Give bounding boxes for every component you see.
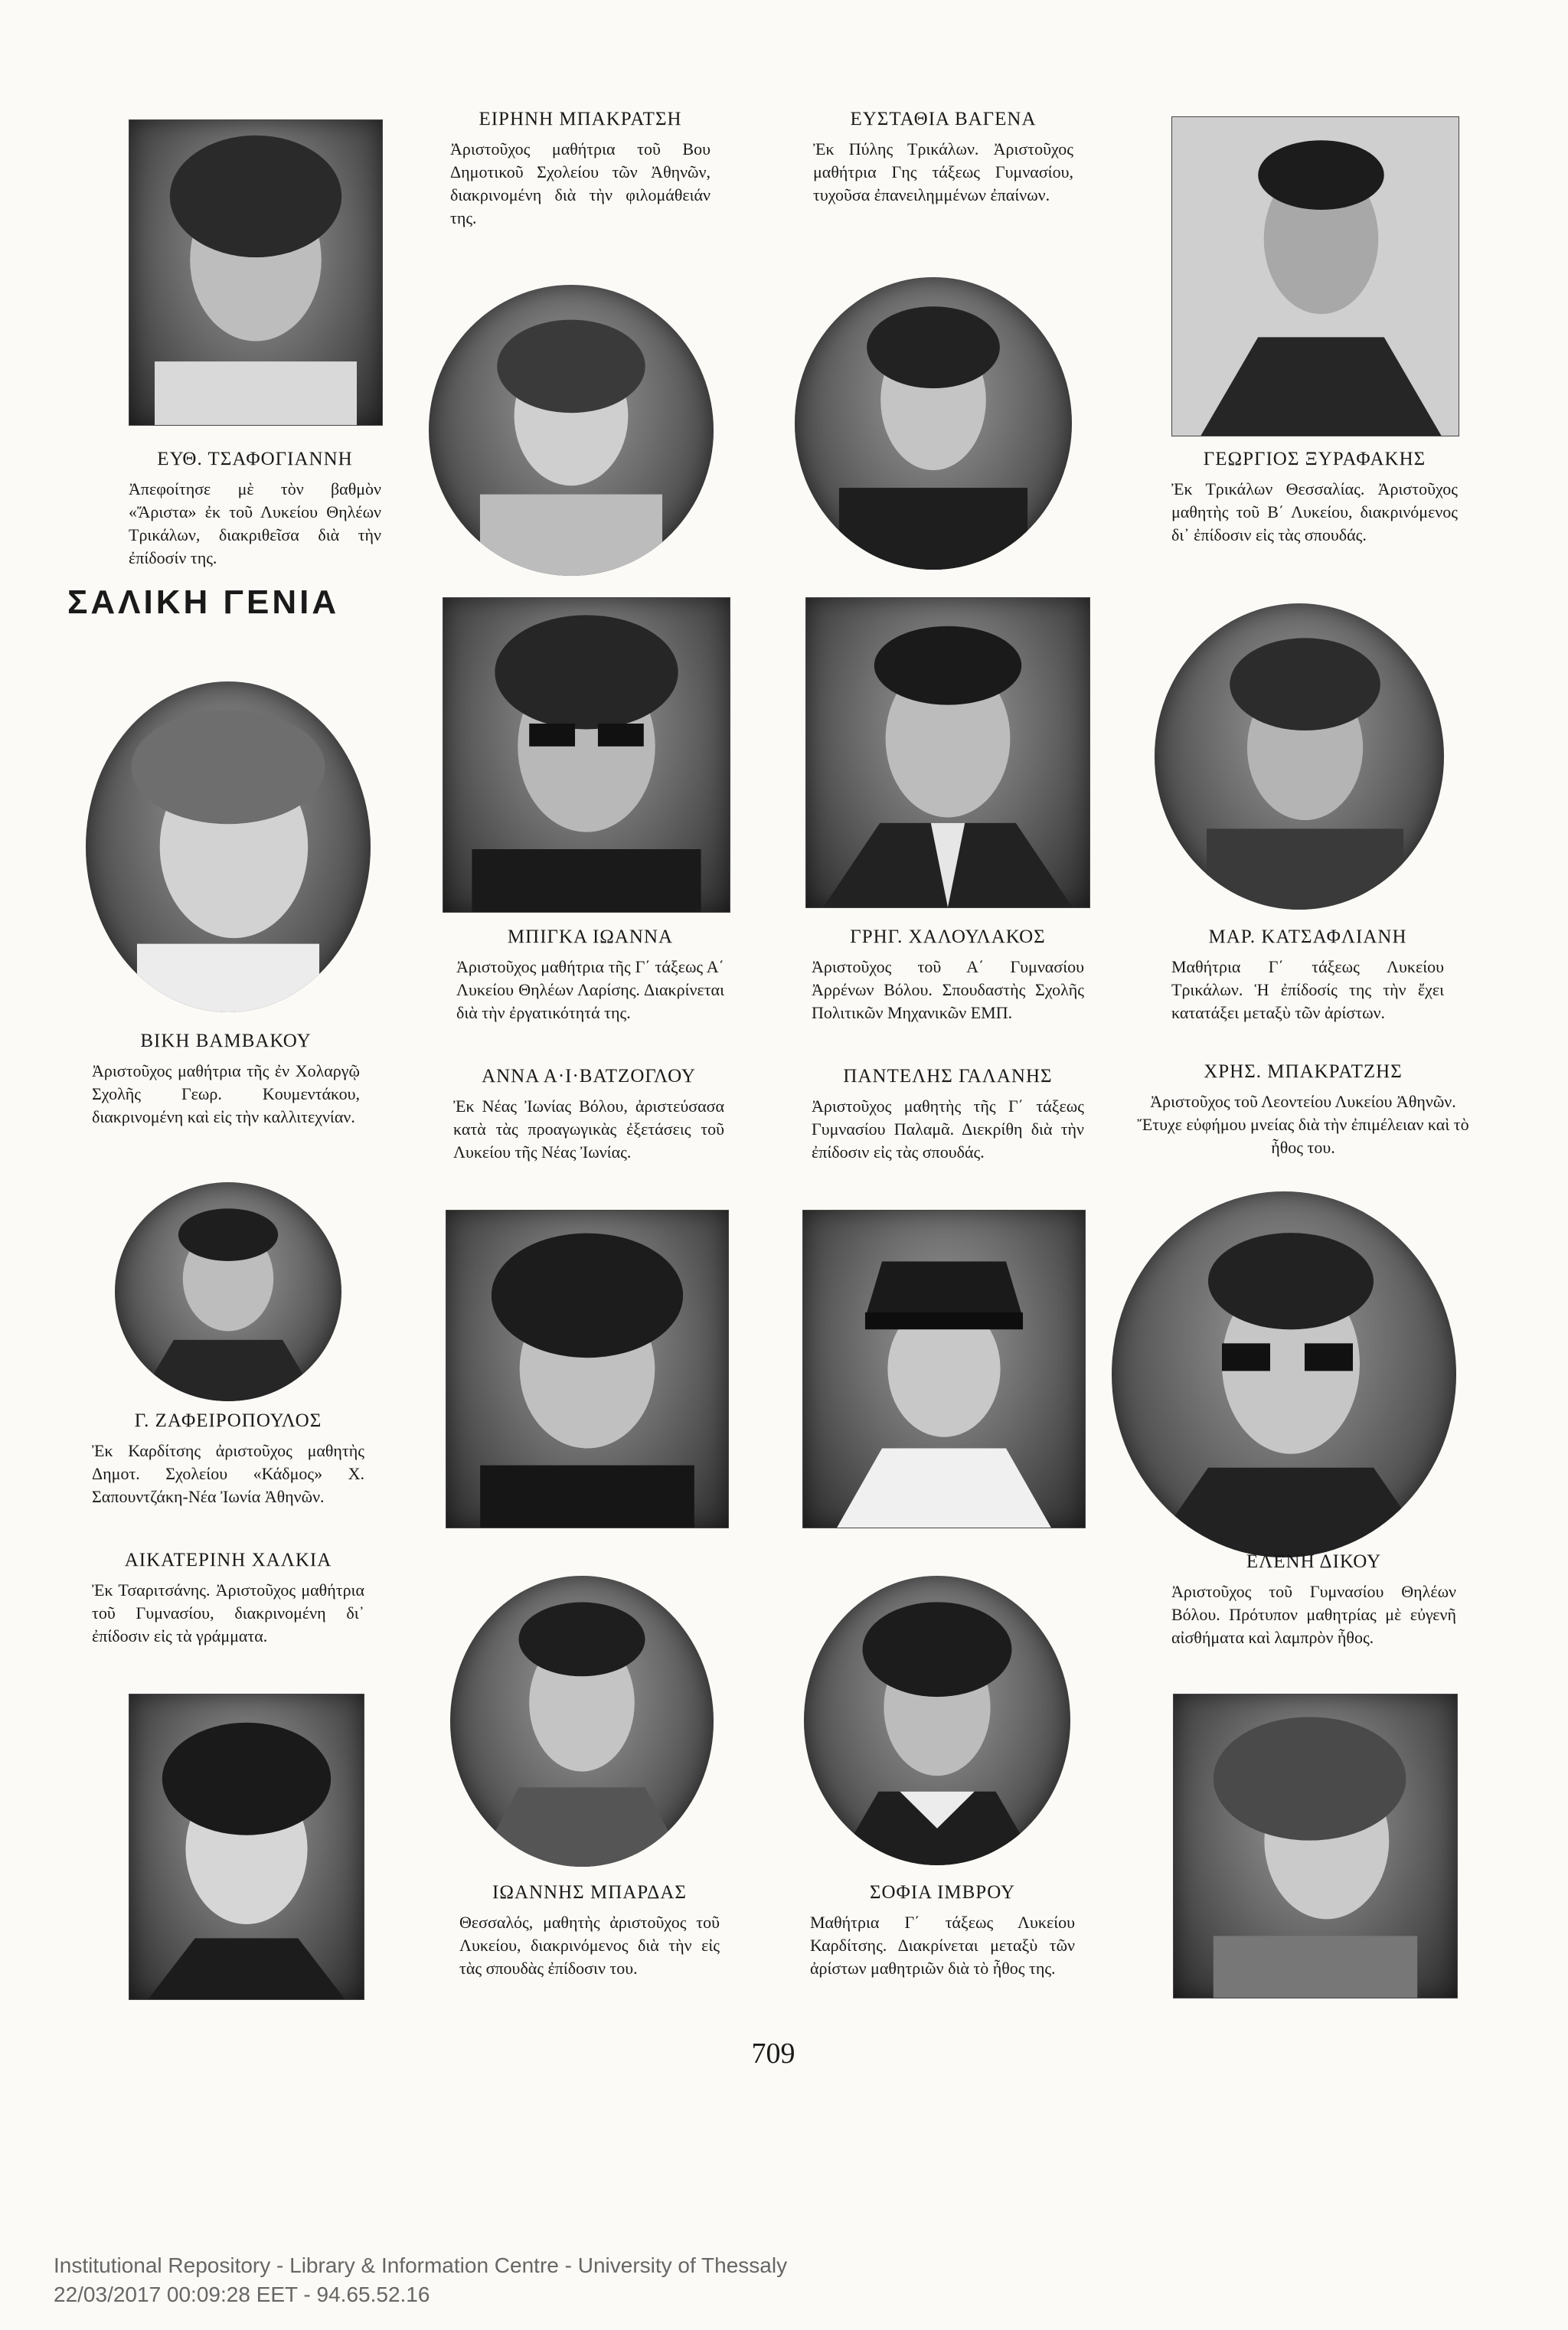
entry-text: Ἐκ Τρικάλων Θεσσαλίας. Ἀριστοῦχος μαθητὴς τοῦ Β΄ Λυκείου, διακρινόμενος δι᾽ ἐπίδοσιν εἰς τὰς σπουδάς. xyxy=(1171,479,1458,544)
portrait-aivatzoglou xyxy=(446,1210,729,1528)
entry-name: ΕΙΡΗΝΗ ΜΠΑΚΡΑΤΣΗ xyxy=(479,109,682,129)
entry-text: Ἐκ Καρδίτσης ἀριστοῦχος μαθητὴς Δημοτ. Σχολείου «Κάδμος» Χ. Σαπουντζάκη-Νέα Ἰωνία Ἀθηνῶν. xyxy=(92,1441,364,1506)
entry-name: ΠΑΝΤΕΛΗΣ ΓΑΛΑΝΗΣ xyxy=(843,1066,1053,1087)
entry-galanis xyxy=(812,1066,1084,1164)
entry-name: Γ. ΖΑΦΕΙΡΟΠΟΥΛΟΣ xyxy=(134,1410,322,1431)
entry-aivatzoglou xyxy=(453,1066,724,1164)
portrait-mpakratsi xyxy=(429,285,714,576)
entry-name: ΕΛΕΝΗ ΔΙΚΟΥ xyxy=(1246,1551,1382,1572)
footer-line-1: Institutional Repository - Library & Information Centre - University of Thessaly xyxy=(54,2253,788,2277)
entry-name: ΕΥΣΤΑΘΙΑ ΒΑΓΕΝΑ xyxy=(850,109,1037,129)
portrait-katsafliani xyxy=(1155,603,1444,910)
entry-mpakratsi xyxy=(450,109,710,230)
entry-text: Ἐκ Νέας Ἰωνίας Βόλου, ἀριστεύσασα κατὰ τὰς προαγωγικὰς ἐξετάσεις τοῦ Λυκείου τῆς Νέας Ἰωνίας. xyxy=(453,1096,724,1162)
portrait-mpardas xyxy=(450,1576,714,1867)
entry-text: Ἐκ Πύλης Τρικάλων. Ἀριστοῦχος μαθήτρια Γης τάξεως Γυμνασίου, τυχοῦσα ἐπανειλημμένων ἐπαίνων. xyxy=(813,139,1073,204)
entry-text: Μαθήτρια Γ΄ τάξεως Λυκείου Καρδίτσης. Διακρίνεται μεταξὺ τῶν ἀρίστων μαθητριῶν διὰ τὸ ἦθος της. xyxy=(810,1913,1075,1978)
entry-dikou xyxy=(1171,1551,1456,1649)
portrait-xyrafakis xyxy=(1171,116,1459,436)
entry-name: ΜΑΡ. ΚΑΤΣΑΦΛΙΑΝΗ xyxy=(1208,926,1407,947)
entry-mpakratzis xyxy=(1127,1061,1479,1159)
entry-mpigka xyxy=(456,926,724,1024)
entry-vagena xyxy=(813,109,1073,207)
section-title: ΣΑΛΙΚΗ ΓΕΝΙΑ xyxy=(67,583,340,621)
entry-text: Ἐκ Τσαριτσάνης. Ἀριστοῦχος μαθήτρια τοῦ Γυμνασίου, διακρινομένη δι᾽ ἐπίδοσιν εἰς τὰ γράμματα. xyxy=(92,1580,364,1645)
entry-imvrou xyxy=(810,1882,1075,1980)
entry-name: ΜΠΙΓΚΑ ΙΩΑΝΝΑ xyxy=(507,926,674,947)
portrait-dikou xyxy=(1173,1694,1458,1998)
repository-footer xyxy=(54,2251,787,2309)
entry-text: Ἀριστοῦχος τοῦ Γυμνασίου Θηλέων Βόλου. Πρότυπον μαθητρίας μὲ εὐγενῆ αἰσθήματα καὶ λαμπρὸν ἦθος. xyxy=(1171,1582,1456,1647)
entry-text: Μαθήτρια Γ΄ τάξεως Λυκείου Τρικάλων. Ἡ ἐπίδοσίς της τὴν ἔχει κατατάξει μεταξὺ τῶν ἀρίστων. xyxy=(1171,957,1444,1022)
entry-name: ΒΙΚΗ ΒΑΜΒΑΚΟΥ xyxy=(140,1031,312,1051)
entry-text: Ἀριστοῦχος τοῦ Α΄ Γυμνασίου Ἀρρένων Βόλου. Σπουδαστὴς Σχολῆς Πολιτικῶν Μηχανικῶν ΕΜΠ. xyxy=(812,957,1084,1022)
portrait-chalkia xyxy=(129,1694,364,2000)
entry-name: ΙΩΑΝΝΗΣ ΜΠΑΡΔΑΣ xyxy=(492,1882,687,1903)
entry-text: Ἀριστοῦχος μαθήτρια τοῦ Βου Δημοτικοῦ Σχολείου τῶν Ἀθηνῶν, διακρινομένη διὰ τὴν φιλομάθειάν της. xyxy=(450,139,710,227)
entry-chalkia xyxy=(92,1550,364,1648)
portrait-vagena xyxy=(795,277,1072,570)
entry-name: ΣΟΦΙΑ ΙΜΒΡΟΥ xyxy=(869,1882,1016,1903)
entry-mpardas xyxy=(459,1882,720,1980)
footer-line-2: 22/03/2017 00:09:28 EET - 94.65.52.16 xyxy=(54,2283,430,2306)
entry-name: ΓΡΗΓ. ΧΑΛΟΥΛΑΚΟΣ xyxy=(850,926,1046,947)
entry-text: Ἀριστοῦχος μαθήτρια τῆς Γ΄ τάξεως Α΄ Λυκείου Θηλέων Λαρίσης. Διακρίνεται διὰ τὴν ἐργατικότητά της. xyxy=(456,957,724,1022)
page-number: 709 xyxy=(751,2038,795,2070)
entry-text: Ἀριστοῦχος μαθήτρια τῆς ἐν Χολαργῷ Σχολῆς Γεωρ. Κουμεντάκου, διακρινομένη καὶ εἰς τὴν καλλιτεχνίαν. xyxy=(92,1061,360,1126)
entry-katsafliani xyxy=(1171,926,1444,1024)
entry-text: Ἀπεφοίτησε μὲ τὸν βαθμὸν «Ἄριστα» ἐκ τοῦ Λυκείου Θηλέων Τρικάλων, διακριθεῖσα διὰ τὴν ἐπίδοσίν της. xyxy=(129,479,381,567)
entry-name: ΑΝΝΑ Α·Ι·ΒΑΤΖΟΓΛΟΥ xyxy=(482,1066,696,1087)
portrait-tsafogianni xyxy=(129,119,383,426)
portrait-imvrou xyxy=(804,1576,1070,1865)
portrait-mpigka xyxy=(443,597,730,913)
entry-name: ΕΥΘ. ΤΣΑΦΟΓΙΑΝΝΗ xyxy=(157,449,353,469)
entry-vamvakou xyxy=(92,1031,360,1129)
entry-tsafogianni xyxy=(129,449,381,570)
entry-text: Θεσσαλός, μαθητὴς ἀριστοῦχος τοῦ Λυκείου, διακρινόμενος διὰ τὴν εἰς τὰς σπουδὰς ἐπίδοσιν του. xyxy=(459,1913,720,1978)
entry-xyrafakis xyxy=(1171,449,1458,547)
portrait-vamvakou xyxy=(86,681,371,1012)
entry-zafeiropoulos xyxy=(92,1410,364,1508)
entry-name: ΑΙΚΑΤΕΡΙΝΗ ΧΑΛΚΙΑ xyxy=(124,1550,332,1570)
entry-chaloulakos xyxy=(812,926,1084,1024)
portrait-zafeiropoulos xyxy=(115,1182,341,1401)
entry-text: Ἀριστοῦχος μαθητὴς τῆς Γ΄ τάξεως Γυμνασίου Παλαμᾶ. Διεκρίθη διὰ τὴν ἐπίδοσιν εἰς τὰς σπουδάς. xyxy=(812,1096,1084,1162)
entry-name: ΓΕΩΡΓΙΟΣ ΞΥΡΑΦΑΚΗΣ xyxy=(1203,449,1426,469)
portrait-mpakratzis xyxy=(1112,1191,1456,1557)
entry-name: ΧΡΗΣ. ΜΠΑΚΡΑΤΖΗΣ xyxy=(1204,1061,1403,1082)
entry-text: Ἀριστοῦχος τοῦ Λεοντείου Λυκείου Ἀθηνῶν. Ἔτυχε εὐφήμου μνείας διὰ τὴν ἐπιμέλειαν καὶ τὸ ἦθος του. xyxy=(1137,1092,1469,1157)
portrait-galanis xyxy=(802,1210,1086,1528)
portrait-chaloulakos xyxy=(805,597,1090,908)
